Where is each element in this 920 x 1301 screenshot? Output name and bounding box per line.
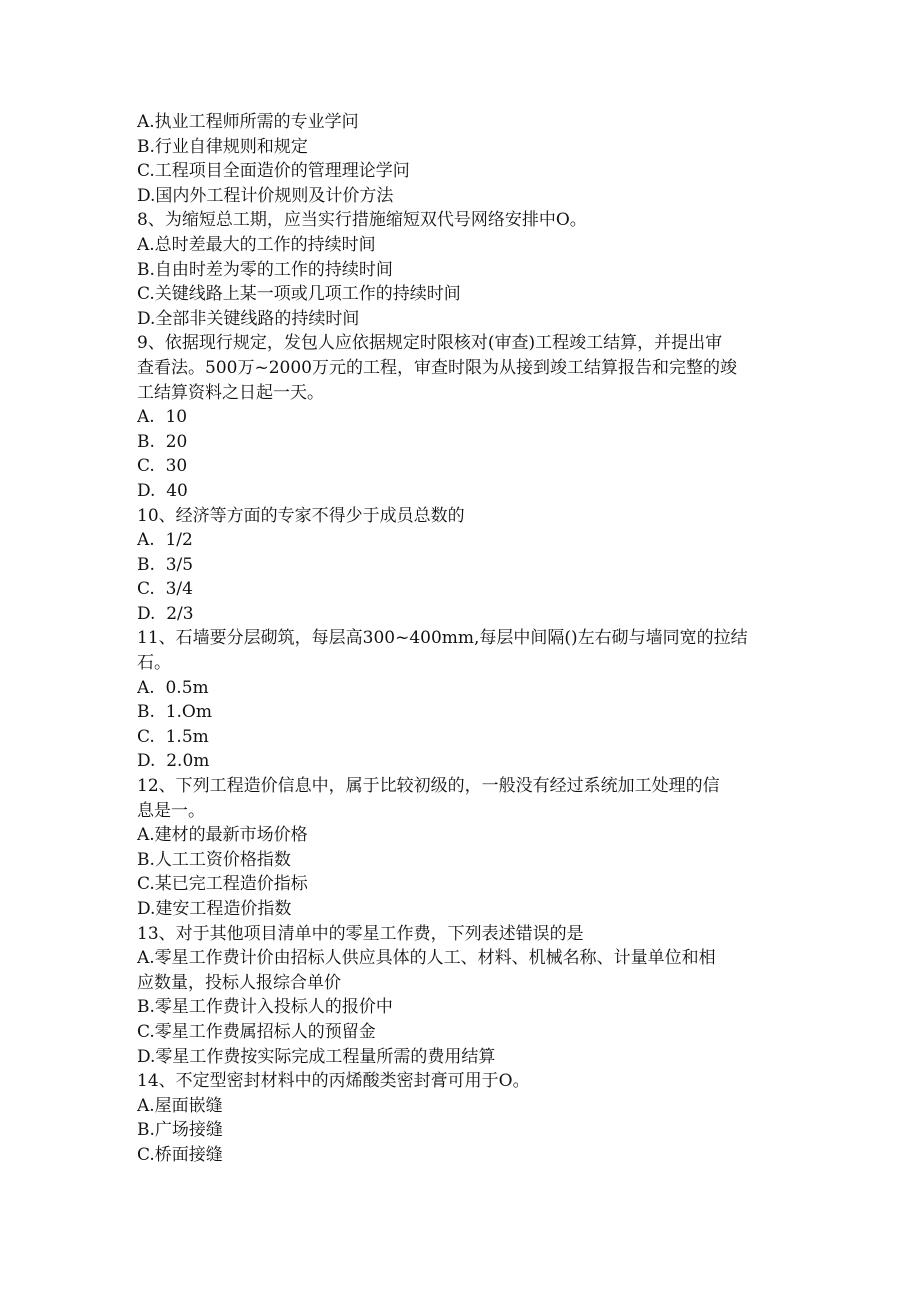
question-9-line-3: 工结算资料之日起一天。 [137, 382, 324, 403]
question-10: 10、经济等方面的专家不得少于成员总数的 [137, 505, 465, 526]
question-9-line-2: 查看法。500万~2000万元的工程，审查时限为从接到竣工结算报告和完整的竣 [137, 357, 737, 378]
q13-option-d: D.零星工作费按实际完成工程量所需的费用结算 [137, 1046, 496, 1067]
question-11-line-2: 石。 [137, 653, 171, 674]
option-b-line: B.行业自律规则和规定 [137, 136, 308, 157]
q10-option-a: A. 1/2 [137, 530, 193, 551]
q10-option-b: B. 3/5 [137, 554, 194, 575]
q9-option-c: C. 30 [137, 456, 188, 477]
q13-option-a-line-2: 应数量，投标人报综合单价 [137, 972, 341, 993]
q8-option-a: A.总时差最大的工作的持续时间 [137, 234, 376, 255]
q12-option-d: D.建安工程造价指数 [137, 899, 292, 919]
q9-option-d: D. 40 [137, 480, 188, 501]
q13-option-a-line-1: A.零星工作费计价由招标人供应具体的人工、材料、机械名称、计量单位和相 [137, 948, 716, 969]
question-14: 14、不定型密封材料中的丙烯酸类密封膏可用于O。 [137, 1071, 530, 1092]
q8-option-c: C.关键线路上某一项或几项工作的持续时间 [137, 284, 461, 305]
question-12-line-1: 12、下列工程造价信息中，属于比较初级的，一般没有经过系统加工处理的信 [137, 776, 720, 797]
document-page [137, 110, 787, 1168]
question-12-line-2: 息是一。 [137, 800, 205, 821]
question-11-line-1: 11、石墙要分层砌筑，每层高300~400mm,每层中间隔()左右砌与墙同宽的拉结 [137, 628, 748, 649]
q9-option-b: B. 20 [137, 431, 188, 452]
q13-option-c: C.零星工作费属招标人的预留金 [137, 1021, 376, 1042]
q8-option-d: D.全部非关键线路的持续时间 [137, 308, 360, 329]
q14-option-b: B.广场接缝 [137, 1120, 223, 1141]
q10-option-c: C. 3/4 [137, 579, 193, 600]
option-c-line: C.工程项目全面造价的管理理论学问 [137, 161, 410, 182]
q13-option-b: B.零星工作费计入投标人的报价中 [137, 997, 393, 1018]
question-13: 13、对于其他项目清单中的零星工作费，下列表述错误的是 [137, 923, 584, 944]
q8-option-b: B.自由时差为零的工作的持续时间 [137, 259, 393, 280]
q11-option-a: A. 0.5m [137, 677, 209, 698]
question-8: 8、为缩短总工期，应当实行措施缩短双代号网络安排中O。 [137, 210, 587, 231]
q9-option-a: A. 10 [137, 407, 188, 428]
q10-option-d: D. 2/3 [137, 603, 194, 624]
q11-option-d: D. 2.0m [137, 751, 210, 772]
q11-option-c: C. 1.5m [137, 726, 209, 747]
q14-option-c: C.桥面接缝 [137, 1144, 223, 1165]
option-a-line: A.执业工程师所需的专业学问 [137, 112, 359, 132]
question-9-line-1: 9、依据现行规定，发包人应依据规定时限核对(审查)工程竣工结算，并提出审 [137, 333, 723, 354]
q14-option-a: A.屋面嵌缝 [137, 1095, 223, 1116]
option-d-line: D.国内外工程计价规则及计价方法 [137, 185, 394, 206]
q11-option-b: B. 1.Om [137, 702, 212, 723]
q12-option-b: B.人工工资价格指数 [137, 849, 291, 870]
q12-option-a: A.建材的最新市场价格 [137, 825, 308, 846]
q12-option-c: C.某已完工程造价指标 [137, 874, 308, 895]
